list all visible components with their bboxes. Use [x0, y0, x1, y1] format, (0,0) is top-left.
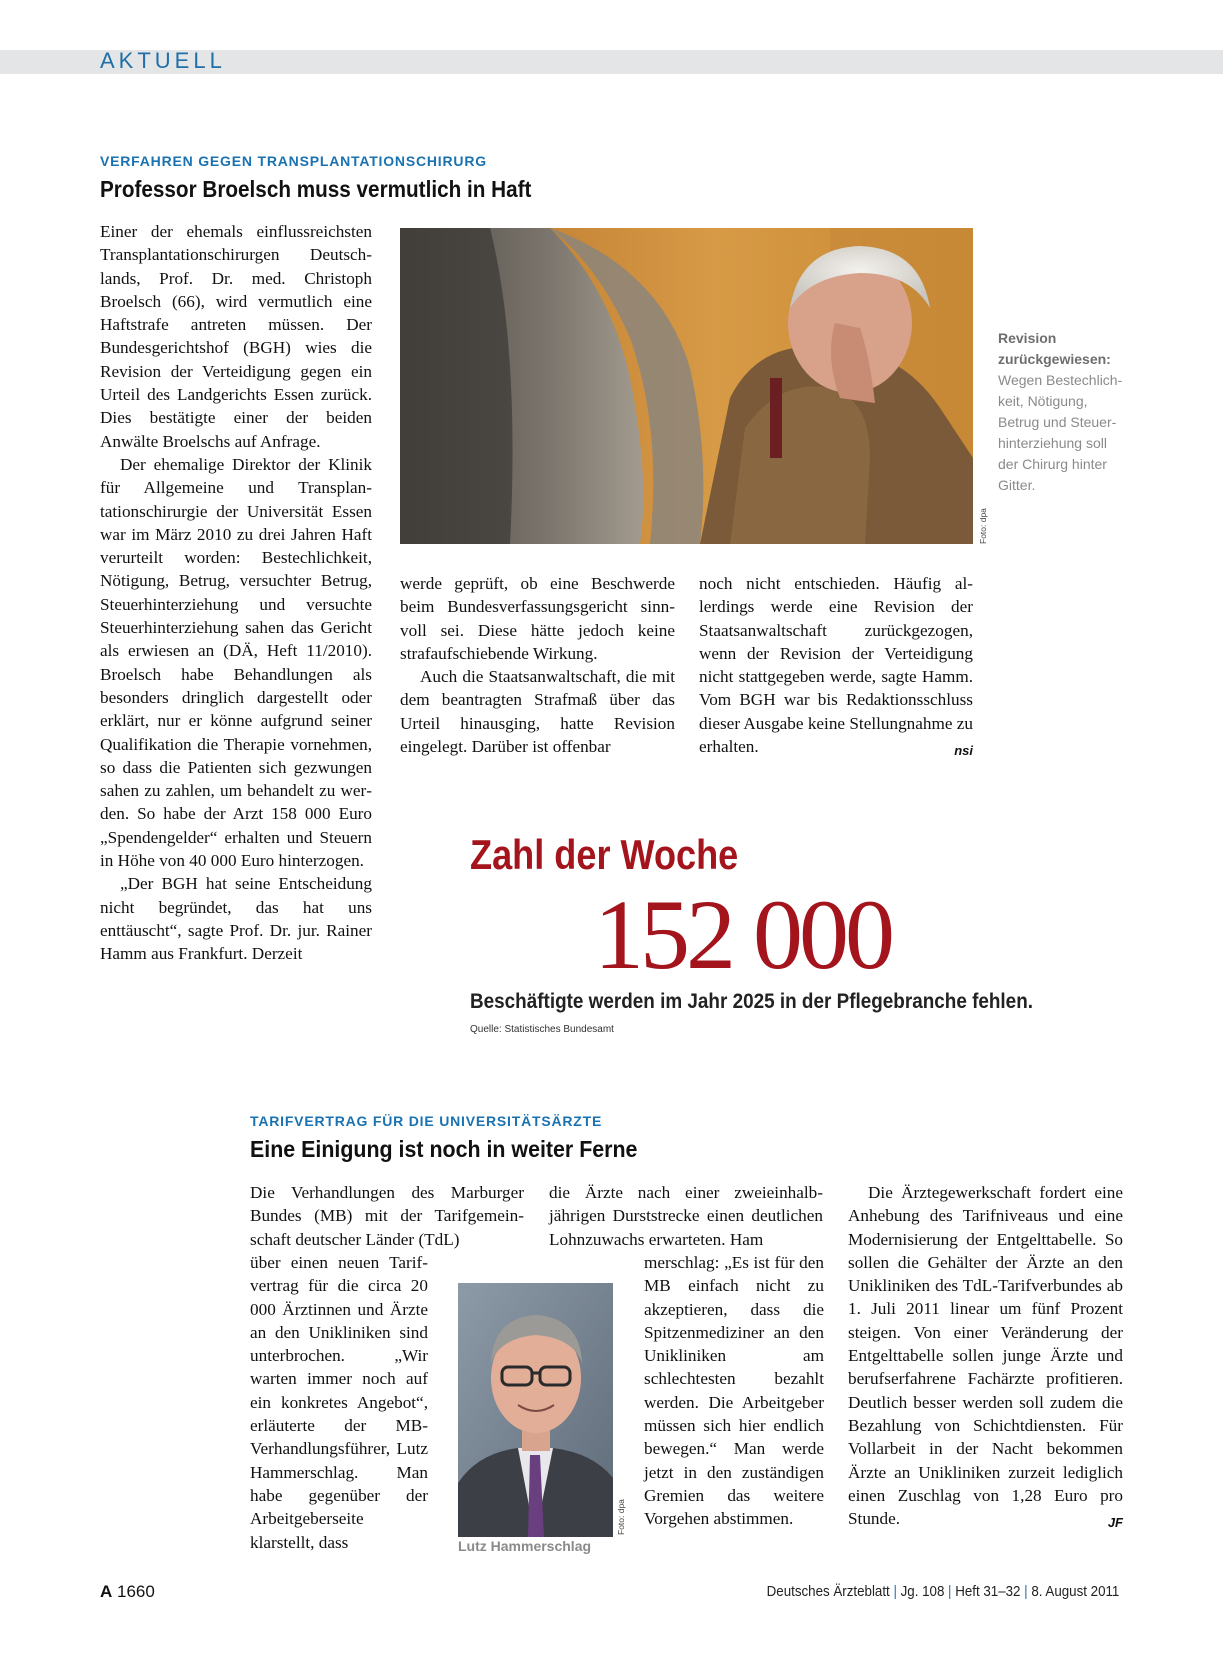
- article2-paragraph: merschlag: „Es ist für den MB einfach nicht zu akzeptieren, dass die Spitzenmediziner an den Unikliniken am schlechtesten bezahlt werden. Die Arbeitgeber müssen sich hier endlich bewegen.“ Man werde jetzt in den zuständigen Gremien das weitere Vorgehen abstimmen.: [644, 1253, 824, 1529]
- hammerschlag-photo-caption: Lutz Hammerschlag: [458, 1538, 592, 1554]
- article2-column-1-top: [250, 1181, 524, 1251]
- zahl-der-woche-title: Zahl der Woche: [470, 831, 739, 878]
- zahl-der-woche-source: Quelle: Statistisches Bundesamt: [470, 1024, 614, 1035]
- article1-paragraph-text: noch nicht entschieden. Häufig allerdings werde eine Revision der Staatsanwaltschaft zurückgezogen, wenn der Revision der Verteidigung nicht stattgegeben werde, sagte Hamm. Vom BGH war bis Redaktionsschluss dieser Ausgabe keine Stellungnahme zu erhalten.: [699, 574, 973, 757]
- photo-credit: Foto: dpa: [978, 508, 988, 544]
- article2-paragraph: die Ärzte nach einer zweieinhalbjährigen Durststrecke einen deutlichen Lohnzuwachs erwarteten. Ham: [549, 1183, 823, 1249]
- hammerschlag-photo: [458, 1283, 613, 1537]
- journal-issue: Heft 31–32: [954, 1584, 1021, 1600]
- zahl-der-woche-text: Beschäftigte werden im Jahr 2025 in der Pflegebranche fehlen.: [470, 990, 1033, 1013]
- article2-signature: JF: [1107, 1515, 1123, 1531]
- article1-column-1: [100, 220, 372, 966]
- article1-column-2: [400, 572, 675, 758]
- journal-volume: Jg. 108: [900, 1584, 945, 1600]
- article2-column-2-top: [549, 1181, 823, 1251]
- broelsch-photo: [400, 228, 973, 544]
- article2-paragraph: Die Verhandlungen des Marburger Bundes (MB) mit der Tarifgemeinschaft deutscher Länder (TdL): [250, 1183, 524, 1249]
- article1-paragraph: Auch die Staatsanwaltschaft, die mit dem beantragten Strafmaß über das Urteil hinausging, hatte Revision eingelegt. Darüber ist offenbar: [400, 667, 675, 757]
- broelsch-photo-image: [400, 228, 973, 544]
- article1-headline: Professor Broelsch muss vermutlich in Haft: [100, 176, 532, 202]
- article2-kicker: TARIFVERTRAG FÜR DIE UNIVERSITÄTSÄRZTE: [250, 1113, 603, 1129]
- article2-paragraph: über einen neuen Tarifvertrag für die circa 20 000 Ärztinnen und Ärzte an den Unikliniken sind unterbrochen. „Wir warten immer noch auf ein konkretes Angebot“, erläuterte der MB-Verhandlungsführer, Lutz Hammerschlag. Man habe gegenüber der Arbeitgeberseite klarstellt, dass: [250, 1253, 428, 1552]
- article2-column-2-wrap: [644, 1251, 824, 1531]
- section-label: AKTUELL: [100, 48, 226, 73]
- article1-paragraph: Der ehemalige Direktor der Klinik für Allgemeine und Transplantationschirurgie der Universität Essen war im März 2010 zu drei Jahren Haft verurteilt worden: Bestechlichkeit, Nötigung, Betrug, versuchter Betrug, Steuerhinterziehung und versuchte Steuerhinterziehung sahen das Gericht als erwiesen an (DÄ, Heft 11/2010). Broelsch habe Behandlungen als besonders dringlich dargestellt oder erklärt, nur er könne aufgrund seiner Qualifikation die Therapie vornehmen, so dass die Patienten sich gezwungen sahen zu zahlen, um behandelt zu werden. So habe der Arzt 158 000 Euro „Spendengelder“ erhalten und Steuern in Höhe von 40 000 Euro hinterzogen.: [100, 454, 372, 871]
- article1-signature: nsi: [954, 743, 973, 759]
- separator: |: [893, 1584, 897, 1600]
- article1-paragraph: Einer der ehemals einflussreichsten Transplantationschirurgen Deutschlands, Prof. Dr. med. Christoph Broelsch (66), wird vermutlich eine Haftstrafe antreten müssen. Der Bundesgerichtshof (BGH) wies die Revision der Verteidigung gegen ein Urteil des Landgerichts Essen zurück. Dies bestätigte einer der beiden Anwälte Broelschs auf Anfrage.: [100, 222, 372, 451]
- article1-kicker: VERFAHREN GEGEN TRANSPLANTATIONSCHIRURG: [100, 153, 487, 169]
- article2-column-1-wrap: [250, 1251, 428, 1554]
- hammerschlag-photo-image: [458, 1283, 613, 1537]
- article2-paragraph-text: Die Ärztegewerkschaft fordert eine Anhebung des Tarifniveaus und eine Modernisierung der Entgelttabelle. So sollen die Gehälter der Ärzte an den Unikliniken des TdL-Tarifverbundes ab 1. Juli 2011 linear um fünf Prozent steigen. Von einer Veränderung der Entgelttabelle sollen junge Ärzte und berufserfahrene Fachärzte profitieren. Deutlich besser werden soll zudem die Bezahlung von Schichtdiensten. Für Vollarbeit in der Nacht bekommen Ärzte an Unikliniken zurzeit lediglich einen Zuschlag von 1,28 Euro pro Stunde.: [848, 1183, 1123, 1529]
- article1-paragraph: [699, 572, 973, 758]
- journal-name: Deutsches Ärzteblatt: [766, 1584, 890, 1600]
- article1-paragraph: werde geprüft, ob eine Beschwerde beim Bundesverfassungsgericht sinnvoll sei. Diese hätte jedoch keine strafaufschiebende Wirkung.: [400, 574, 675, 663]
- separator: |: [1023, 1584, 1028, 1600]
- page-number-value: 1660: [117, 1582, 155, 1601]
- page-prefix: A: [100, 1582, 113, 1601]
- photo-credit: Foto: dpa: [616, 1499, 626, 1535]
- article2-headline: Eine Einigung ist noch in weiter Ferne: [250, 1136, 638, 1162]
- article2-column-3: [848, 1181, 1123, 1534]
- photo-caption-title: Revision zurückgewiesen:: [998, 330, 1111, 367]
- article1-paragraph: „Der BGH hat seine Entscheidung nicht begründet, das hat uns enttäuscht“, sagte Prof. Dr. jur. Rainer Hamm aus Frankfurt. Derzeit: [100, 874, 372, 964]
- article1-column-3: [699, 572, 973, 762]
- page-number: [100, 1582, 155, 1602]
- article2-paragraph: [848, 1181, 1123, 1530]
- zahl-der-woche-number: 152 000: [594, 879, 891, 990]
- journal-date: 8. August 2011: [1030, 1584, 1119, 1600]
- photo-caption: [998, 328, 1128, 496]
- journal-info: [766, 1584, 1119, 1600]
- separator: |: [947, 1584, 952, 1600]
- photo-caption-text: Wegen Bestechlichkeit, Nötigung, Betrug und Steuerhinterziehung soll der Chirurg hinter Gitter.: [998, 372, 1123, 493]
